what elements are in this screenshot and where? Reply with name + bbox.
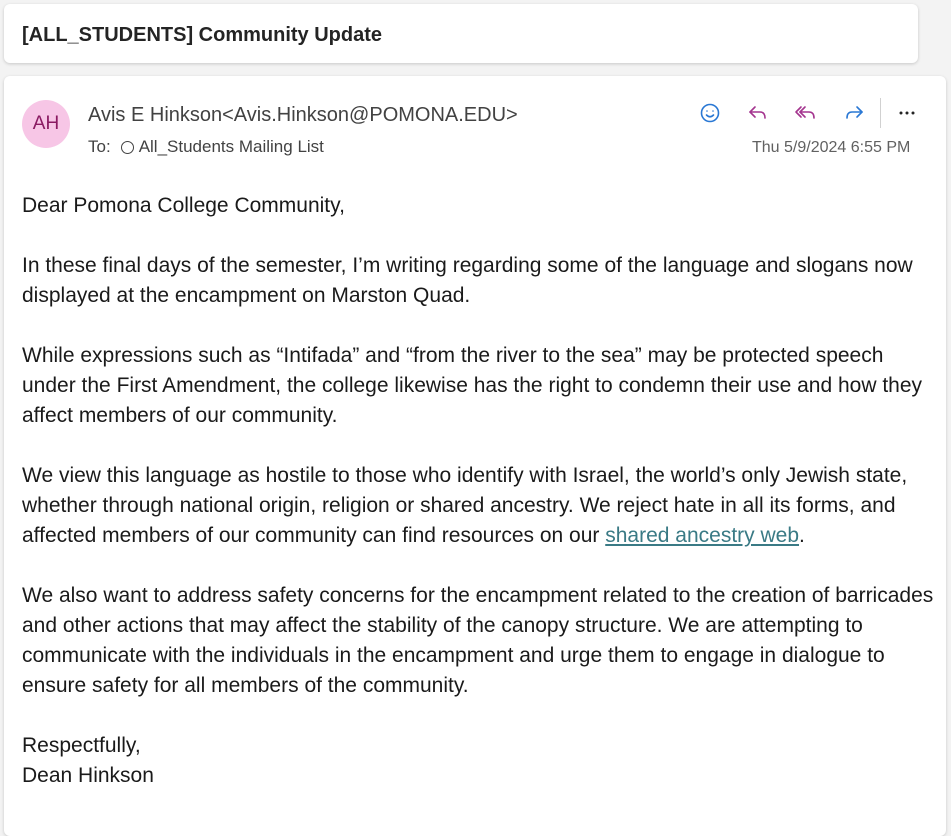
message-body [22, 191, 934, 791]
avatar[interactable]: AH [22, 100, 70, 148]
to-label: To: [88, 137, 111, 156]
sender[interactable]: Avis E Hinkson<Avis.Hinkson@POMONA.EDU> [88, 104, 518, 126]
forward-icon [842, 101, 866, 125]
timestamp: Thu 5/9/2024 6:55 PM [752, 139, 911, 156]
message-card [4, 76, 946, 836]
emoji-react-button[interactable] [686, 98, 734, 128]
reply-all-button[interactable] [782, 98, 830, 128]
paragraph-2: While expressions such as “Intifada” and “from the river to the sea” may be protected speech under the First Amendment, the college likewise has the right to condemn their use and how they affect members of our community. [22, 344, 923, 427]
reply-button[interactable] [734, 98, 782, 128]
greeting: Dear Pomona College Community, [22, 194, 345, 217]
reply-all-icon [794, 101, 818, 125]
recipient-line [88, 137, 324, 157]
more-actions-button[interactable] [883, 98, 931, 128]
more-icon [895, 101, 919, 125]
paragraph-1: In these final days of the semester, I’m writing regarding some of the language and slogans now displayed at the encampment on Marston Quad. [22, 254, 913, 307]
message-actions [686, 98, 931, 128]
email-subject: [ALL_STUDENTS] Community Update [22, 24, 382, 46]
signature: Dean Hinkson [22, 764, 154, 787]
forward-button[interactable] [830, 98, 878, 128]
shared-ancestry-link[interactable]: shared ancestry web [605, 524, 800, 547]
smiley-icon [698, 101, 722, 125]
action-divider [880, 98, 881, 128]
paragraph-3 [22, 461, 934, 551]
reply-icon [746, 101, 770, 125]
paragraph-4: We also want to address safety concerns for the encampment related to the creation of barricades and other actions that may affect the stability of the canopy structure. We are attempting to communicate with the individuals in the encampment and urge them to engage in dialogue to ensure safety for all members of the community. [22, 584, 934, 697]
subject-bar [4, 4, 918, 63]
paragraph-3-end: . [799, 524, 805, 547]
closing: Respectfully, [22, 734, 141, 757]
paragraph-3-text: We view this language as hostile to those who identify with Israel, the world’s only Jewish state, whether through national origin, religion or shared ancestry. We reject hate in all its forms, and affected members of our community can find resources on our [22, 464, 908, 547]
presence-circle-icon [121, 141, 134, 154]
recipient[interactable]: All_Students Mailing List [138, 137, 324, 156]
